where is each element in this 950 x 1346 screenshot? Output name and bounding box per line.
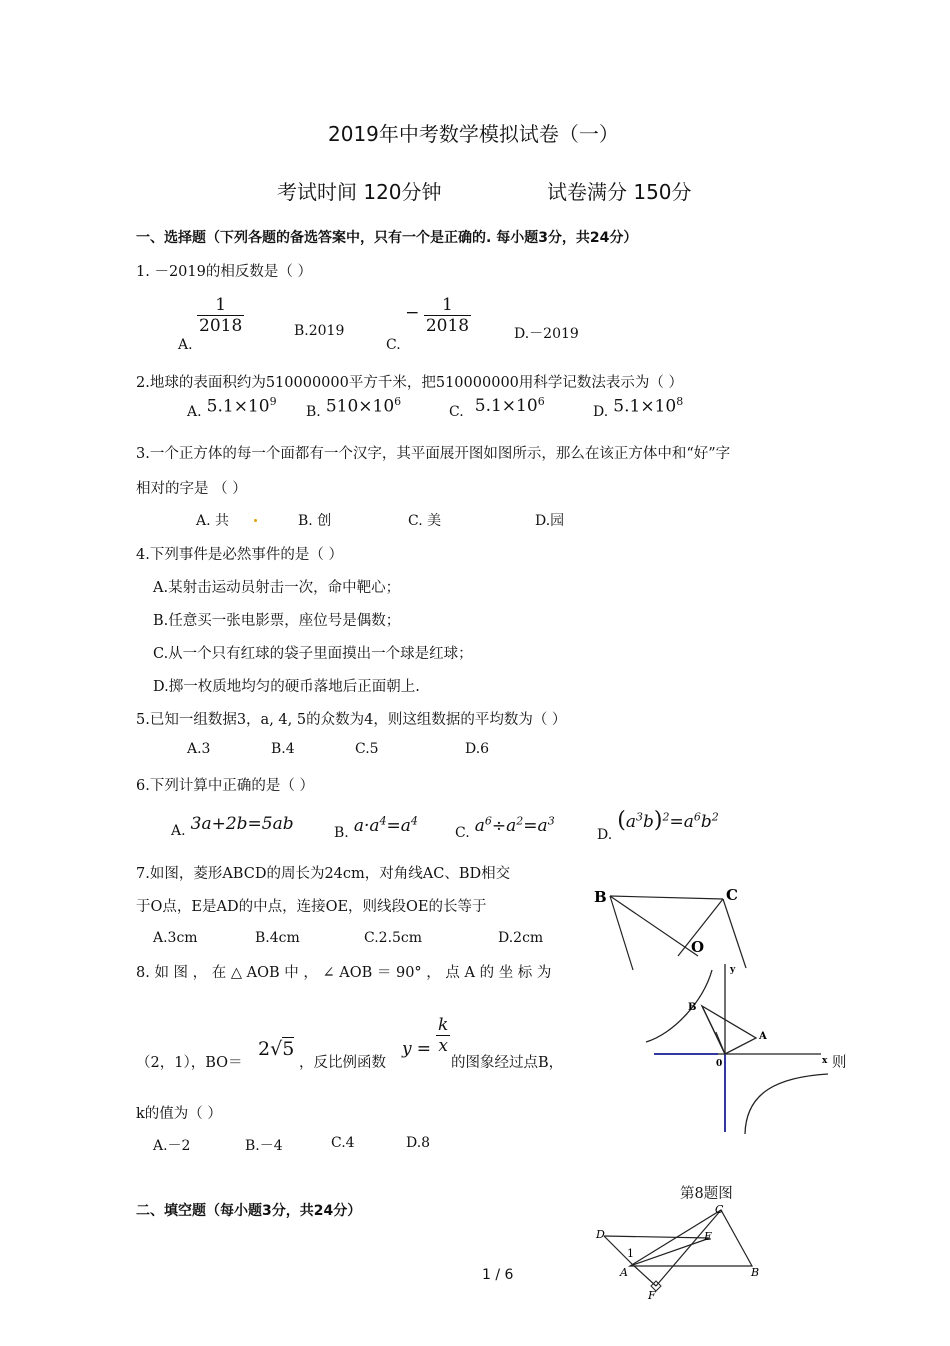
fig-label-d: D [596,1228,605,1241]
q2-b-label: B. [306,404,321,421]
q6-b-expression: $a\cdot a^4=a^4$ [353,814,418,836]
q6-stem: 6.下列计算中正确的是（ ） [136,778,314,794]
q7-option-a: A.3cm [153,930,198,946]
q8-pre: （2，1），BO＝ [136,1055,243,1071]
q6-b-label: B. [334,824,349,841]
q3-option-b: B. 创 [298,513,332,529]
fig-label-c: C [715,1203,724,1216]
q5-option-a: A.3 [187,741,211,757]
q2-c-base: 5.1×10 [474,396,538,417]
fig8-label-y: y [730,965,736,975]
q6-d-label: D. [597,827,613,843]
q8-x: x [438,1036,448,1056]
q8-function [402,1015,450,1059]
q5-option-c: C.5 [355,741,379,757]
q2-d-base: 5.1×10 [613,396,677,417]
q8-option-d: D.8 [406,1135,431,1151]
q6-option-a [171,814,294,839]
q1-a-denominator: 2018 [199,316,243,336]
fig8-caption: 第8题图 [680,1186,733,1202]
q1-option-c [386,289,471,353]
q2-option-d [593,395,684,421]
q8-eq: = [416,1039,431,1059]
q7-line-1: 7.如图，菱形ABCD的周长为24cm，对角线AC、BD相交 [136,866,511,882]
q1-c-label: C. [386,336,401,353]
section-1-heading: 一、选择题（下列各题的备选答案中，只有一个是正确的. 每小题3分，共24分） [136,230,638,246]
stray-dot [254,519,257,522]
q1-c-sign: − [405,302,420,323]
q5-option-d: D.6 [465,741,490,757]
q6-option-c [455,814,555,841]
q2-d-exp: 8 [676,395,684,408]
q8-then: 则 [832,1055,847,1071]
q1-option-d: D.－2019 [514,326,579,342]
q3-option-a: A. 共 [196,513,230,529]
fig-label-f: F [648,1289,656,1300]
fig-label-b: B [751,1266,760,1279]
q8-k: k [438,1015,449,1035]
q2-b-exp: 6 [394,395,402,408]
q4-option-c: C.从一个只有红球的袋子里面摸出一个球是红球； [153,646,473,662]
fig8-label-origin: 0 [716,1059,723,1069]
q8-line-1: 8. 如 图 ， 在 △ AOB 中 ， ∠ AOB ＝ 90° ， 点 A 的 坐 标 为 [136,965,552,981]
q1-a-label: A. [178,336,193,353]
q7-option-d: D.2cm [498,930,544,946]
full-score: 试卷满分 150分 [547,180,692,204]
q2-option-b [306,395,402,421]
q4-stem: 4.下列事件是必然事件的是（ ） [136,547,343,563]
q7-rhombus-figure [588,880,758,975]
q8-hyperbola-figure [628,962,833,1137]
q2-b-base: 510×10 [325,396,395,417]
q8-mid: ，反比例函数 [299,1055,386,1071]
fig8-label-a: A [759,1031,767,1042]
page-number: 1 / 6 [482,1267,514,1283]
q2-c-label: C. [449,404,464,421]
q2-option-a [187,395,277,421]
fig8-label-b: B [688,1002,697,1013]
q4-option-a: A.某射击运动员射击一次，命中靶心； [153,580,401,596]
q1-c-numerator: 1 [424,295,471,316]
q8-sqrt-arg: 5 [282,1038,295,1060]
q1-c-denominator: 2018 [425,316,470,336]
q8-y: y [402,1039,412,1059]
fig-label-a: A [620,1266,628,1279]
q8-sqrt: 2√5 [258,1038,295,1060]
q6-c-label: C. [455,824,470,841]
q8-option-b: B.－4 [245,1138,283,1154]
q3-line-2: 相对的字是 （ ） [136,481,247,497]
exam-title: 2019年中考数学模拟试卷（一） [328,122,619,146]
exam-time: 考试时间 120分钟 [277,180,442,204]
q6-option-d [597,808,719,843]
q7-option-c: C.2.5cm [364,930,423,946]
q3-option-c: C. 美 [408,513,442,529]
q2-d-label: D. [593,404,609,421]
q6-option-b [334,814,418,841]
q6-d-expression: $(a^3b)^2=a^6b^2$ [617,808,719,833]
q8-option-a: A.－2 [153,1138,191,1154]
fig-label-angle-1: 1 [627,1247,634,1260]
q1-c-fraction [424,295,471,336]
q2-stem: 2.地球的表面积约为510000000平方千米，把510000000用科学记数法表示为（ ） [136,375,683,391]
q3-line-1: 3.一个正方体的每一个面都有一个汉字，其平面展开图如图所示，那么在该正方体中和“好”字 [136,446,731,462]
q1-a-fraction [197,295,244,336]
q2-c-exp: 6 [537,395,545,408]
q5-stem: 5.已知一组数据3，a, 4, 5的众数为4，则这组数据的平均数为（ ） [136,712,567,728]
q5-option-b: B.4 [271,741,295,757]
q8-k-over-x [436,1015,450,1056]
q1-option-b: B.2019 [294,323,345,339]
q2-a-label: A. [187,404,202,421]
fig8-label-x: x [822,1056,828,1066]
q4-option-b: B.任意买一张电影票，座位号是偶数； [153,613,401,629]
fig7-label-b: B [594,888,607,906]
fig7-label-o: O [691,938,705,956]
q2-a-base: 5.1×10 [206,396,270,417]
q1-a-numerator: 1 [197,295,244,316]
q8-post: 的图象经过点B， [451,1055,564,1071]
q1-stem: 1. －2019的相反数是（ ） [136,264,312,280]
q3-option-d: D.园 [535,513,565,529]
q8-sqrt-coef: 2 [258,1038,271,1060]
fig7-label-c: C [726,886,738,904]
q7-option-b: B.4cm [255,930,300,946]
section-2-heading: 二、填空题（每小题3分，共24分） [136,1203,362,1219]
q6-a-expression: 3a+2b=5ab [190,814,294,834]
q6-c-expression: $a^6\div a^2=a^3$ [474,814,555,836]
q7-line-2: 于O点，E是AD的中点，连接OE，则线段OE的长等于 [136,899,487,915]
fig-label-e: E [704,1230,713,1243]
q4-option-d: D.掷一枚质地均匀的硬币落地后正面朝上. [153,679,420,695]
q8-line-3: k的值为（ ） [136,1106,222,1122]
q1-option-a [178,289,244,353]
q2-option-c [449,395,545,421]
q6-a-label: A. [171,823,186,839]
q-triangle-figure [594,1200,766,1300]
q2-a-exp: 9 [269,395,277,408]
q8-option-c: C.4 [331,1135,355,1151]
